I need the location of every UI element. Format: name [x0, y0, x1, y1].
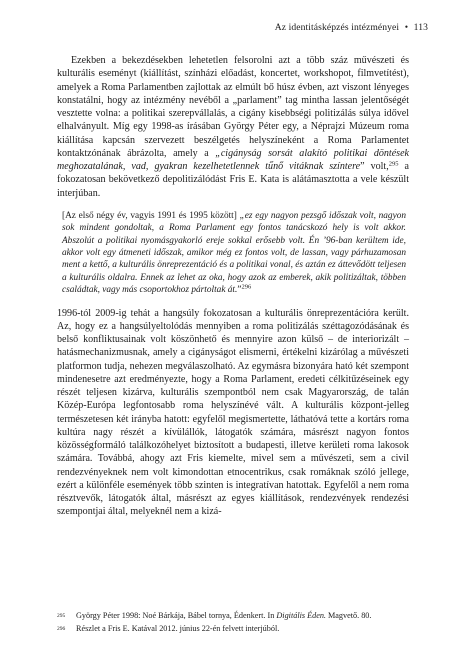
running-header-title: Az identitásképzés intézményei: [274, 22, 400, 33]
paragraph-1-text-end: a fokozatosan bekövetkező depolitizálódást Fris E. Kata is alátámasztotta a vele készült interjúban.: [57, 161, 409, 199]
paragraph-1-quote-end: ” volt,: [360, 161, 389, 172]
block-quote-close: ”: [237, 285, 242, 296]
page-number: 113: [413, 22, 428, 33]
block-quote-italic: „ez egy nagyon pezsgő időszak volt, nagyon sok mindent gondoltak, a Roma Parlament egy fontos tanácskozó hely is volt akkor. Abszolút a politikai nyomásgyakorló ereje sokkal erősebb volt. Én ’96-ban kerültem ide, akkor volt egy átmeneti időszak, amikor még ez fontos volt, de lassan, vagy párhuzamosan ment a kettő, a kulturális önreprezentáció és a politikai vonal, és aztán ez áttevődött teljesen a kulturális oldalra. Ennek az lehet az oka, hogy azok az emberek, akik politizáltak, többen családtak, vagy más csoportokhoz pártoltak át.: [62, 210, 406, 296]
block-quote-lead: [Az első négy év, vagyis 1991 és 1995 között]: [62, 210, 240, 221]
body-text: [57, 54, 409, 519]
paragraph-1-quote: „cigányság sorsát alakító politikai döntések meghozatalának, vad, gyakran kezelhetetlennek tűnő vitáknak színtere: [57, 147, 409, 172]
footnotes: [57, 610, 409, 635]
paragraph-2: 1996-tól 2009-ig tehát a hangsúly fokozatosan a kulturális önreprezentációra került. Az, hogy ez a hangsúlyeltolódás mennyiben a roma politizálás széttagozódásának és belső konfliktusainak volt köszönhető és mennyire azon külső – de interiorizált – hatásmechanizmusnak, amely a cigányságot elismerni, értékelni kizárólag a művészeti platformon tudja, nehezen megválaszolható. Az egymásra bizonyára ható két szempont mindenesetre azt eredményezte, hogy a Roma Parlament, eredeti célkitűzéseinek egy részét teljesen kizárva, kulturális szempontból nem csak Magyarország, de talán Közép-Európa legfontosabb roma helyszínévé vált. A kulturális központ-jelleg természetesen két irányba hatott: egyfelől megismertette, láthatóvá tette a kortárs roma kultúra nagy részét a kívülállók, látogatók számára, másrészt nagyon fontos közösségformáló találkozóhelyet biztosított a budapesti, illetve kerületi roma lakosok számára. Továbbá, ahogy azt Fris kiemelte, mivel sem a művészeti, sem a civil rendezvényeknek nem volt kimondottan etnocentrikus, csak romáknak szóló jellege, ezért a különféle események több szinten is integratívan hatottak. Egyfelől a nem roma résztvevők, látogatók által, másrészt az egyes kiállítások, rendezvények rendezési szempontjai által, melyeknél nem a kizá-: [57, 307, 409, 518]
footnote-text-post: Magvető. 80.: [325, 611, 372, 620]
block-quote: [62, 210, 409, 297]
footnote-ref-295: 295: [388, 160, 399, 168]
running-header-separator: •: [404, 22, 409, 33]
footnote-text-pre: György Péter 1998: Noé Bárkája, Bábel tornya, Édenkert. In: [76, 611, 277, 620]
footnote-296: [57, 623, 409, 636]
footnote-number: 296: [57, 625, 66, 632]
paragraph-1-text: Ezekben a bekezdésekben lehetetlen felsorolni azt a több száz művészeti és kulturális eseményt (kiállítást, színházi előadást, koncertet, workshopot, filmvetítést), amelyek a Roma Parlamentben zajlottak az elmúlt bő húsz évben, azt viszont lényeges konstatálni, hogy az intézmény nevéből a „parlament” tag mintha lassan jelentőségét vesztette volna: a politikai szerepvállalás, a cigány kisebbségi politizálás súlya idővel elhalványult. Míg egy 1998-as írásában György Péter egy, a Néprajzi Múzeum roma kiállítása kapcsán szervezett beszélgetés helyszíneként a Roma Parlamentet kontaktzónának ábrázolta, amely a: [57, 55, 409, 159]
footnote-text-italic: Digitális Éden.: [276, 611, 326, 620]
paragraph-1: [57, 54, 409, 200]
footnote-text: Részlet a Fris E. Katával 2012. június 22-én felvett interjúból.: [76, 623, 280, 633]
footnote-ref-296: 296: [241, 283, 252, 291]
footnote-295: [57, 610, 409, 623]
running-header: [275, 22, 428, 33]
footnote-text: [76, 610, 371, 623]
footnote-number: 295: [57, 613, 66, 619]
